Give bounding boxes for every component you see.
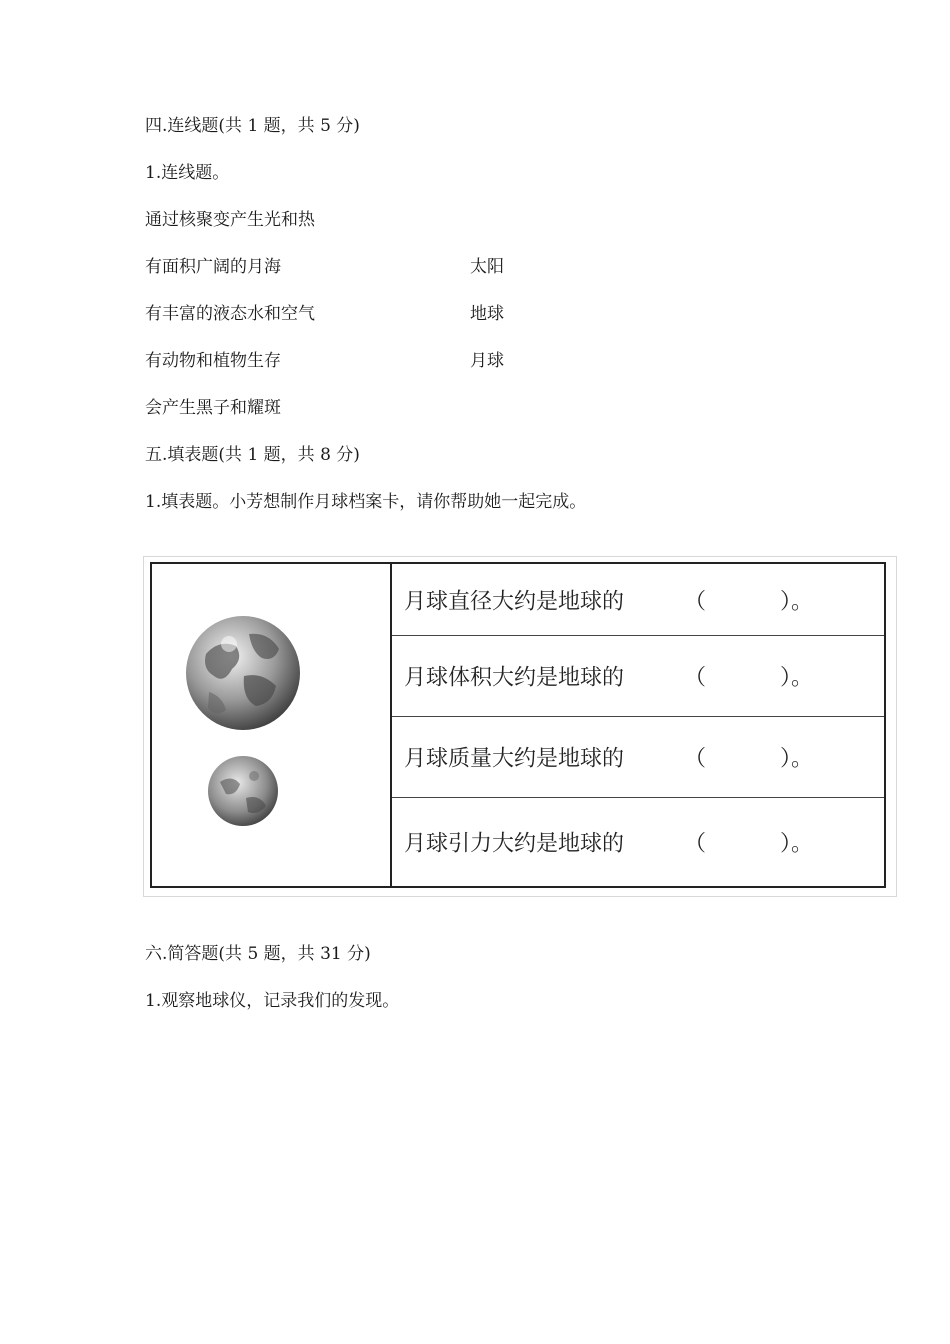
earth-globe-icon [184,614,302,732]
row-text: 月球质量大约是地球的 [404,746,625,772]
match-right-item-2: 地球 [470,304,504,324]
row-text: 月球直径大约是地球的 [404,589,625,614]
match-right-item-1: 太阳 [470,257,504,277]
answer-close-paren: ）。 [780,831,814,857]
match-left-item-5: 会产生黑子和耀斑 [145,398,281,418]
table-rows [392,564,884,886]
section4-question: 1.连线题。 [145,163,230,183]
answer-open-paren: （ [684,746,707,772]
answer-open-paren: （ [684,589,707,614]
section5-question: 1.填表题。小芳想制作月球档案卡，请你帮助她一起完成。 [145,492,587,512]
section6-heading: 六.简答题(共 5 题，共 31 分) [145,944,371,964]
table-row [392,717,884,798]
match-left-item-2: 有面积广阔的月海 [145,257,281,277]
globe-image-cell [152,564,392,886]
section4-heading: 四.连线题(共 1 题，共 5 分) [145,116,360,136]
row-text: 月球引力大约是地球的 [404,831,625,857]
table-row [392,564,884,636]
table-row [392,798,884,886]
match-left-item-4: 有动物和植物生存 [145,351,281,371]
answer-close-paren: ）。 [780,589,814,614]
section5-heading: 五.填表题(共 1 题，共 8 分) [145,445,360,465]
match-left-item-1: 通过核聚变产生光和热 [145,210,315,230]
row-text: 月球体积大约是地球的 [404,665,625,691]
moon-globe-icon [206,754,280,828]
answer-open-paren: （ [684,665,707,691]
moon-profile-table [150,562,886,888]
answer-close-paren: ）。 [780,746,814,772]
answer-close-paren: ）。 [780,665,814,691]
section6-question: 1.观察地球仪，记录我们的发现。 [145,991,400,1011]
table-row [392,636,884,717]
match-left-item-3: 有丰富的液态水和空气 [145,304,315,324]
match-right-item-3: 月球 [470,351,504,371]
answer-open-paren: （ [684,831,707,857]
